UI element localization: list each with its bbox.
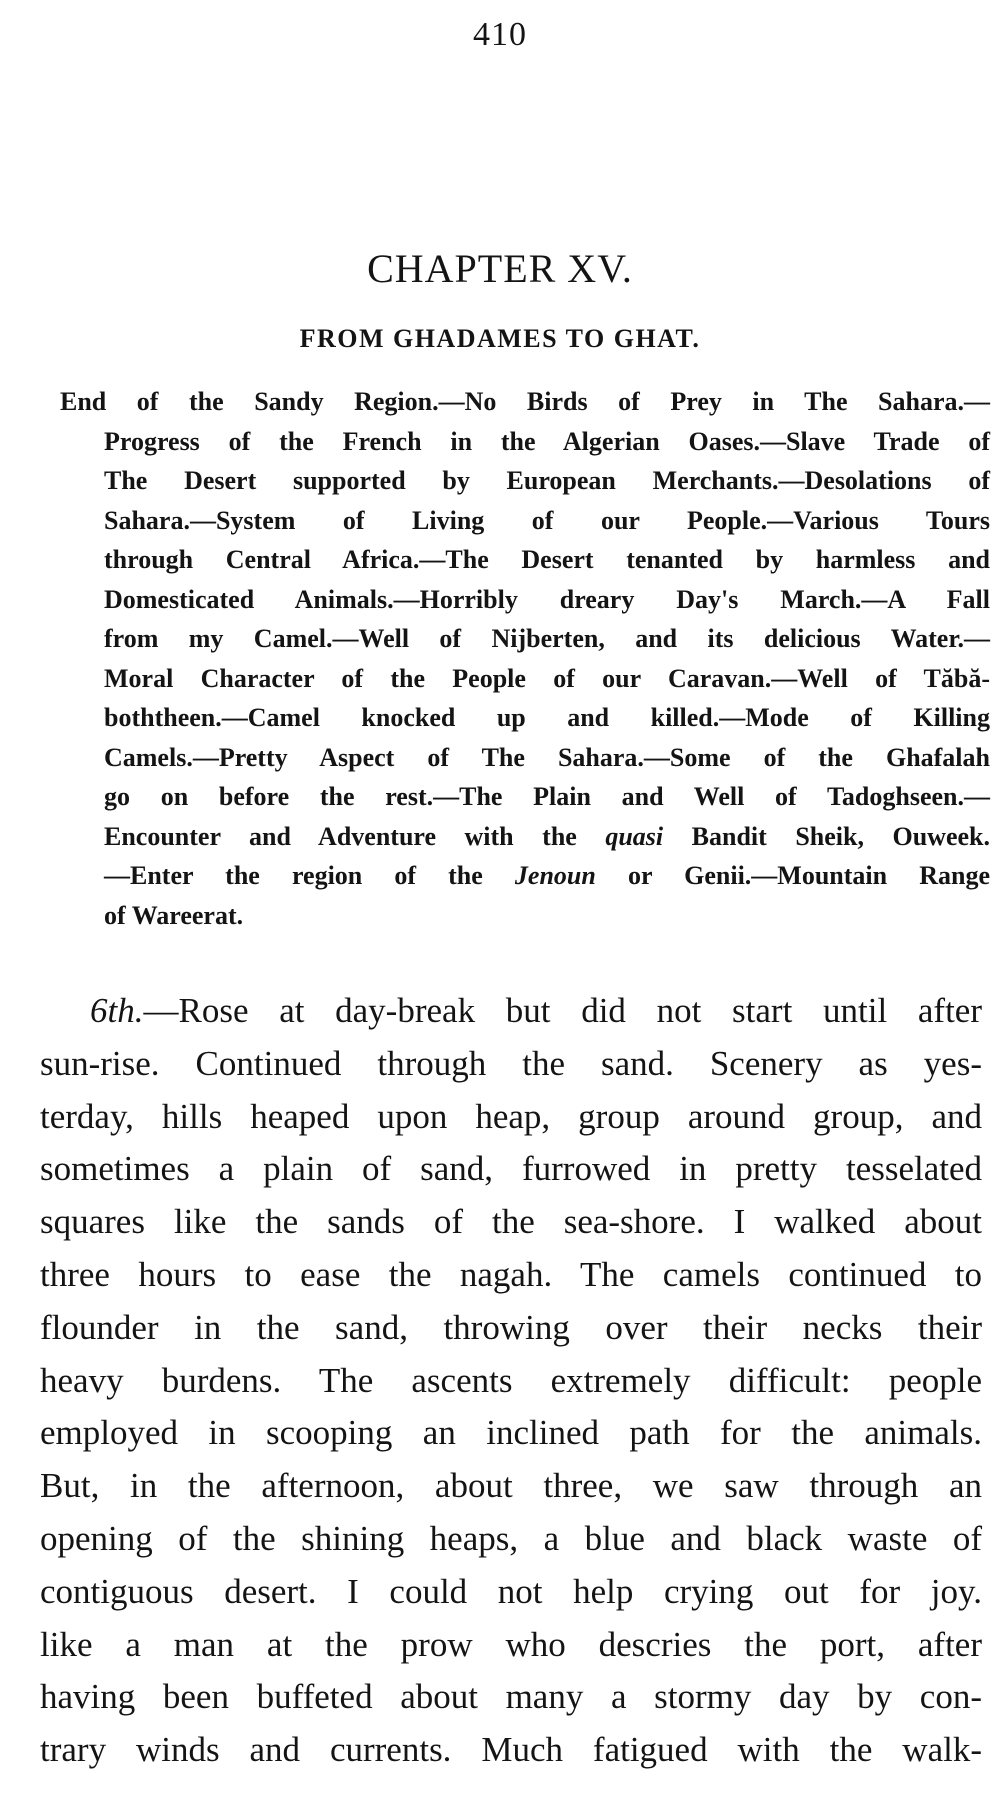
chapter-title: CHAPTER XV. — [367, 246, 633, 291]
chapter-summary — [60, 382, 990, 935]
body-line: opening of the shining heaps, a blue and black waste of — [40, 1518, 982, 1558]
summary-line: from my Camel.—Well of Nijberten, and its delicious Water.— — [104, 624, 990, 653]
summary-italic-quasi: quasi — [605, 821, 664, 851]
body-line: terday, hills heaped upon heap, group around group, and — [40, 1096, 982, 1136]
summary-line: Sahara.—System of Living of our People.—Various Tours — [104, 505, 990, 535]
body-line: heavy burdens. The ascents extremely difficult: people — [40, 1360, 982, 1400]
body-paragraph — [40, 985, 982, 1777]
summary-text: —Enter the region of the — [104, 861, 515, 890]
summary-line: Progress of the French in the Algerian Oases.—Slave Trade of — [104, 426, 990, 456]
body-line: three hours to ease the nagah. The camels continued to — [40, 1254, 982, 1294]
summary-line-genii — [104, 856, 990, 896]
chapter-subtitle: FROM GHADAMES TO GHAT. — [299, 324, 701, 353]
summary-line-last: of Wareerat. — [104, 900, 244, 930]
body-line: having been buffeted about many a stormy day by con- — [40, 1677, 982, 1717]
page-number: 410 — [473, 16, 527, 53]
body-line-first — [90, 985, 982, 1038]
body-line: trary winds and currents. Much fatigued with the walk- — [40, 1730, 982, 1770]
summary-italic-jenoun: Jenoun — [514, 861, 596, 890]
date-lead: 6th. — [90, 991, 144, 1030]
summary-text: Bandit Sheik, Ouweek. — [663, 821, 990, 851]
body-line: contiguous desert. I could not help crying out for joy. — [40, 1571, 982, 1611]
body-line: flounder in the sand, throwing over their necks their — [40, 1307, 982, 1347]
summary-text: Encounter and Adventure with the — [104, 821, 606, 851]
summary-text: or Genii.—Mountain Range — [595, 861, 990, 890]
summary-line: through Central Africa.—The Desert tenanted by harmless and — [104, 545, 990, 574]
body-line: But, in the afternoon, about three, we saw through an — [40, 1466, 982, 1506]
body-line: like a man at the prow who descries the port, after — [40, 1624, 982, 1664]
summary-line: The Desert supported by European Merchants.—Desolations of — [104, 466, 990, 495]
summary-line: boththeen.—Camel knocked up and killed.—Mode of Killing — [104, 703, 990, 732]
body-text: —Rose at day-break but did not start until after — [143, 991, 982, 1030]
summary-line: Domesticated Animals.—Horribly dreary Day's March.—A Fall — [104, 584, 990, 614]
summary-line: go on before the rest.—The Plain and Well of Tadoghseen.— — [104, 782, 990, 811]
body-line: sometimes a plain of sand, furrowed in pretty tesselated — [40, 1149, 982, 1189]
summary-line-encounter — [104, 817, 990, 857]
body-line: squares like the sands of the sea-shore. I walked about — [40, 1202, 982, 1242]
summary-line: Moral Character of the People of our Caravan.—Well of Tăbă- — [104, 663, 990, 693]
body-line: employed in scooping an inclined path for the animals. — [40, 1413, 982, 1453]
summary-line: End of the Sandy Region.—No Birds of Prey in The Sahara.— — [60, 387, 990, 416]
summary-line: Camels.—Pretty Aspect of The Sahara.—Some of the Ghafalah — [104, 742, 990, 772]
body-line: sun-rise. Continued through the sand. Scenery as yes- — [40, 1043, 982, 1083]
